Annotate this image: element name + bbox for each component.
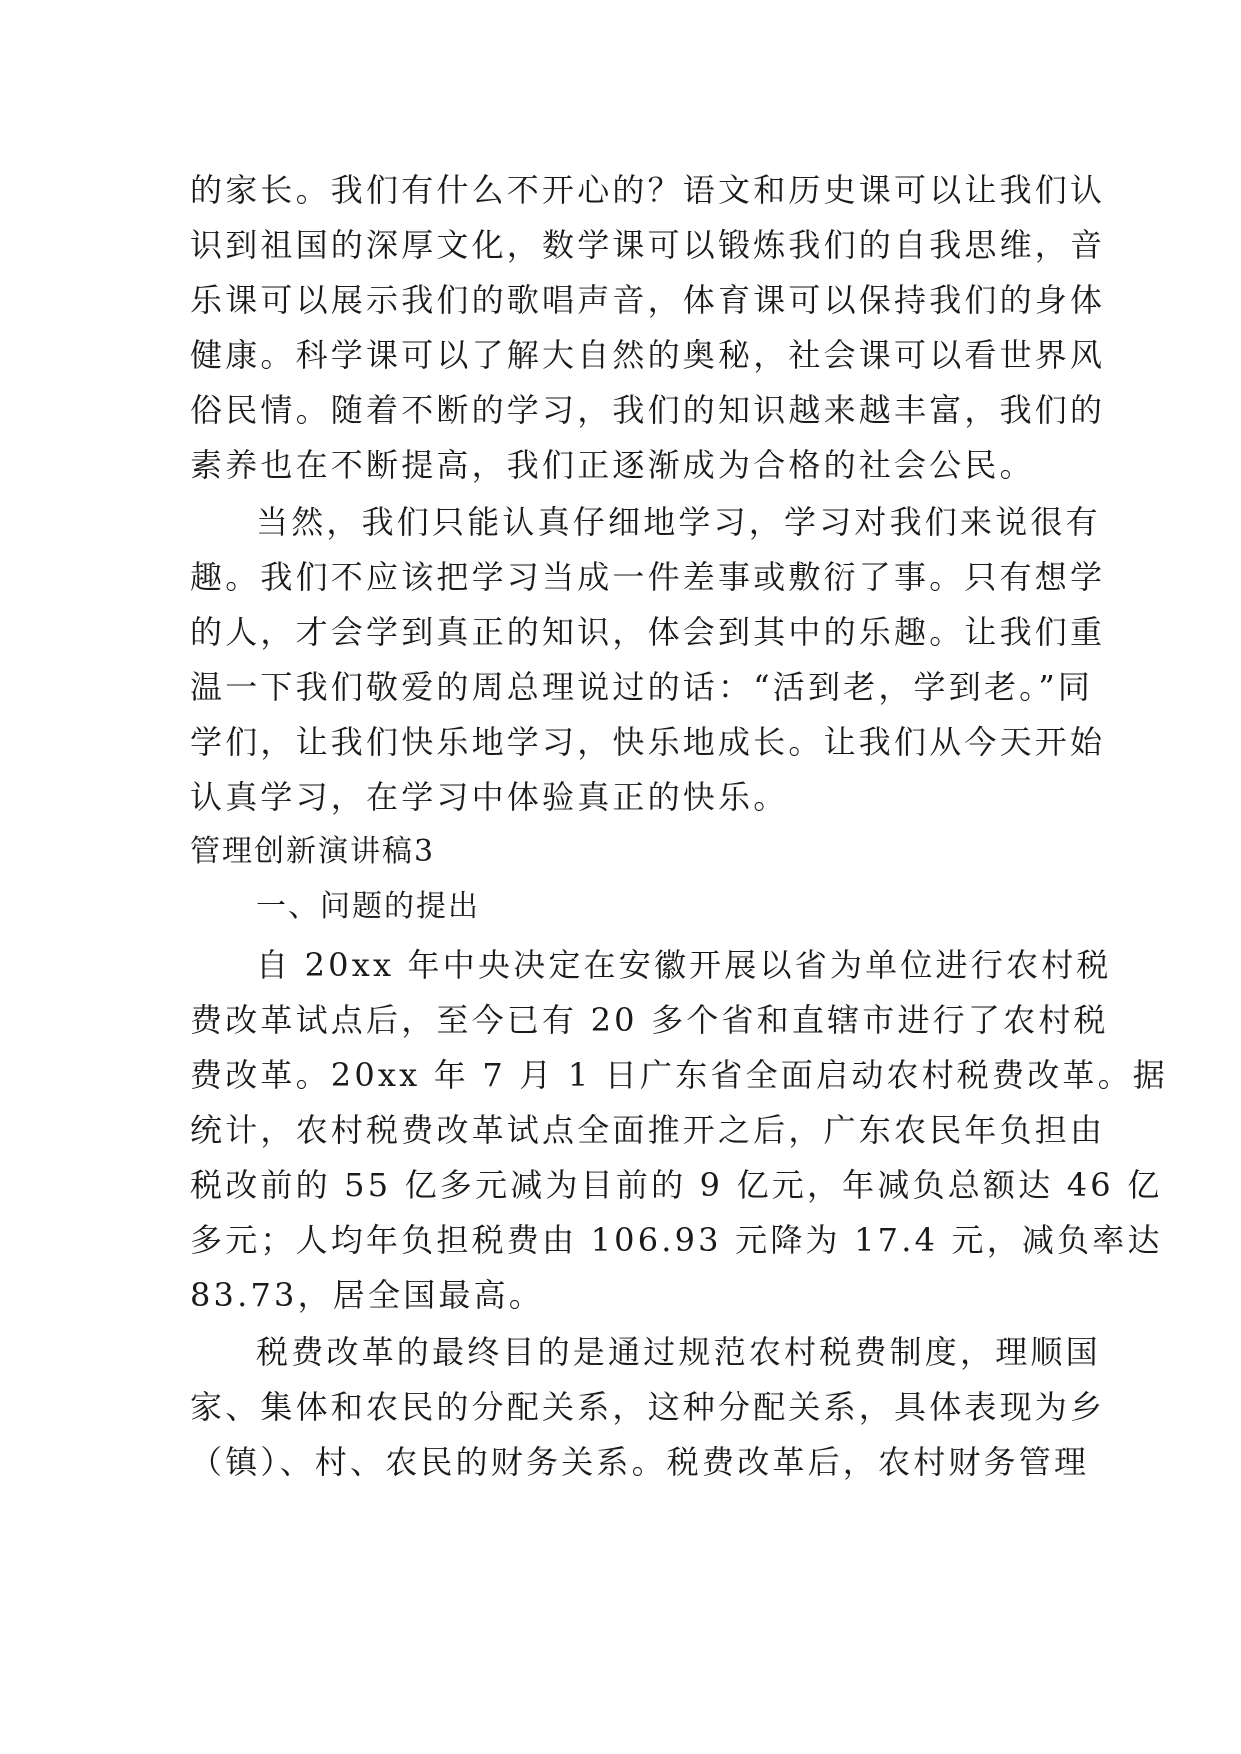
paragraph-start-line: 当然，我们只能认真仔细地学习，学习对我们来说很有: [256, 503, 1101, 541]
text-line: 乐课可以展示我们的歌唱声音，体育课可以保持我们的身体: [190, 281, 1106, 319]
text-line: 费改革。20xx 年 7 月 1 日广东省全面启动农村税费改革。据: [190, 1056, 1168, 1094]
text-line: 多元；人均年负担税费由 106.93 元降为 17.4 元，减负率达: [190, 1221, 1163, 1259]
section-title: 管理创新演讲稿3: [190, 834, 436, 869]
text-line: 健康。科学课可以了解大自然的奥秘，社会课可以看世界风: [190, 336, 1106, 374]
section-heading: 一、问题的提出: [256, 889, 480, 924]
text-line: 趣。我们不应该把学习当成一件差事或敷衍了事。只有想学: [190, 558, 1106, 596]
text-line: 俗民情。随着不断的学习，我们的知识越来越丰富，我们的: [190, 391, 1106, 429]
text-line: 的人，才会学到真正的知识，体会到其中的乐趣。让我们重: [190, 613, 1106, 651]
text-line: 统计，农村税费改革试点全面推开之后，广东农民年负担由: [190, 1111, 1106, 1149]
text-line: 家、集体和农民的分配关系，这种分配关系，具体表现为乡: [190, 1388, 1106, 1426]
text-line: 温一下我们敬爱的周总理说过的话：“活到老，学到老。”同: [190, 668, 1094, 706]
text-line: （镇）、村、农民的财务关系。税费改革后，农村财务管理: [190, 1443, 1090, 1481]
text-line: 的家长。我们有什么不开心的？语文和历史课可以让我们认: [190, 171, 1106, 209]
text-line: 认真学习，在学习中体验真正的快乐。: [190, 778, 789, 816]
text-line: 费改革试点后，至今已有 20 多个省和直辖市进行了农村税: [190, 1001, 1109, 1039]
paragraph-start-line: 自 20xx 年中央决定在安徽开展以省为单位进行农村税: [256, 946, 1112, 984]
text-line: 素养也在不断提高，我们正逐渐成为合格的社会公民。: [190, 446, 1035, 484]
text-line: 税改前的 55 亿多元减为目前的 9 亿元，年减负总额达 46 亿: [190, 1166, 1163, 1204]
paragraph-start-line: 税费改革的最终目的是通过规范农村税费制度，理顺国: [256, 1333, 1101, 1371]
text-line: 83.73，居全国最高。: [190, 1276, 545, 1314]
text-line: 学们，让我们快乐地学习，快乐地成长。让我们从今天开始: [190, 723, 1106, 761]
text-line: 识到祖国的深厚文化，数学课可以锻炼我们的自我思维，音: [190, 226, 1106, 264]
